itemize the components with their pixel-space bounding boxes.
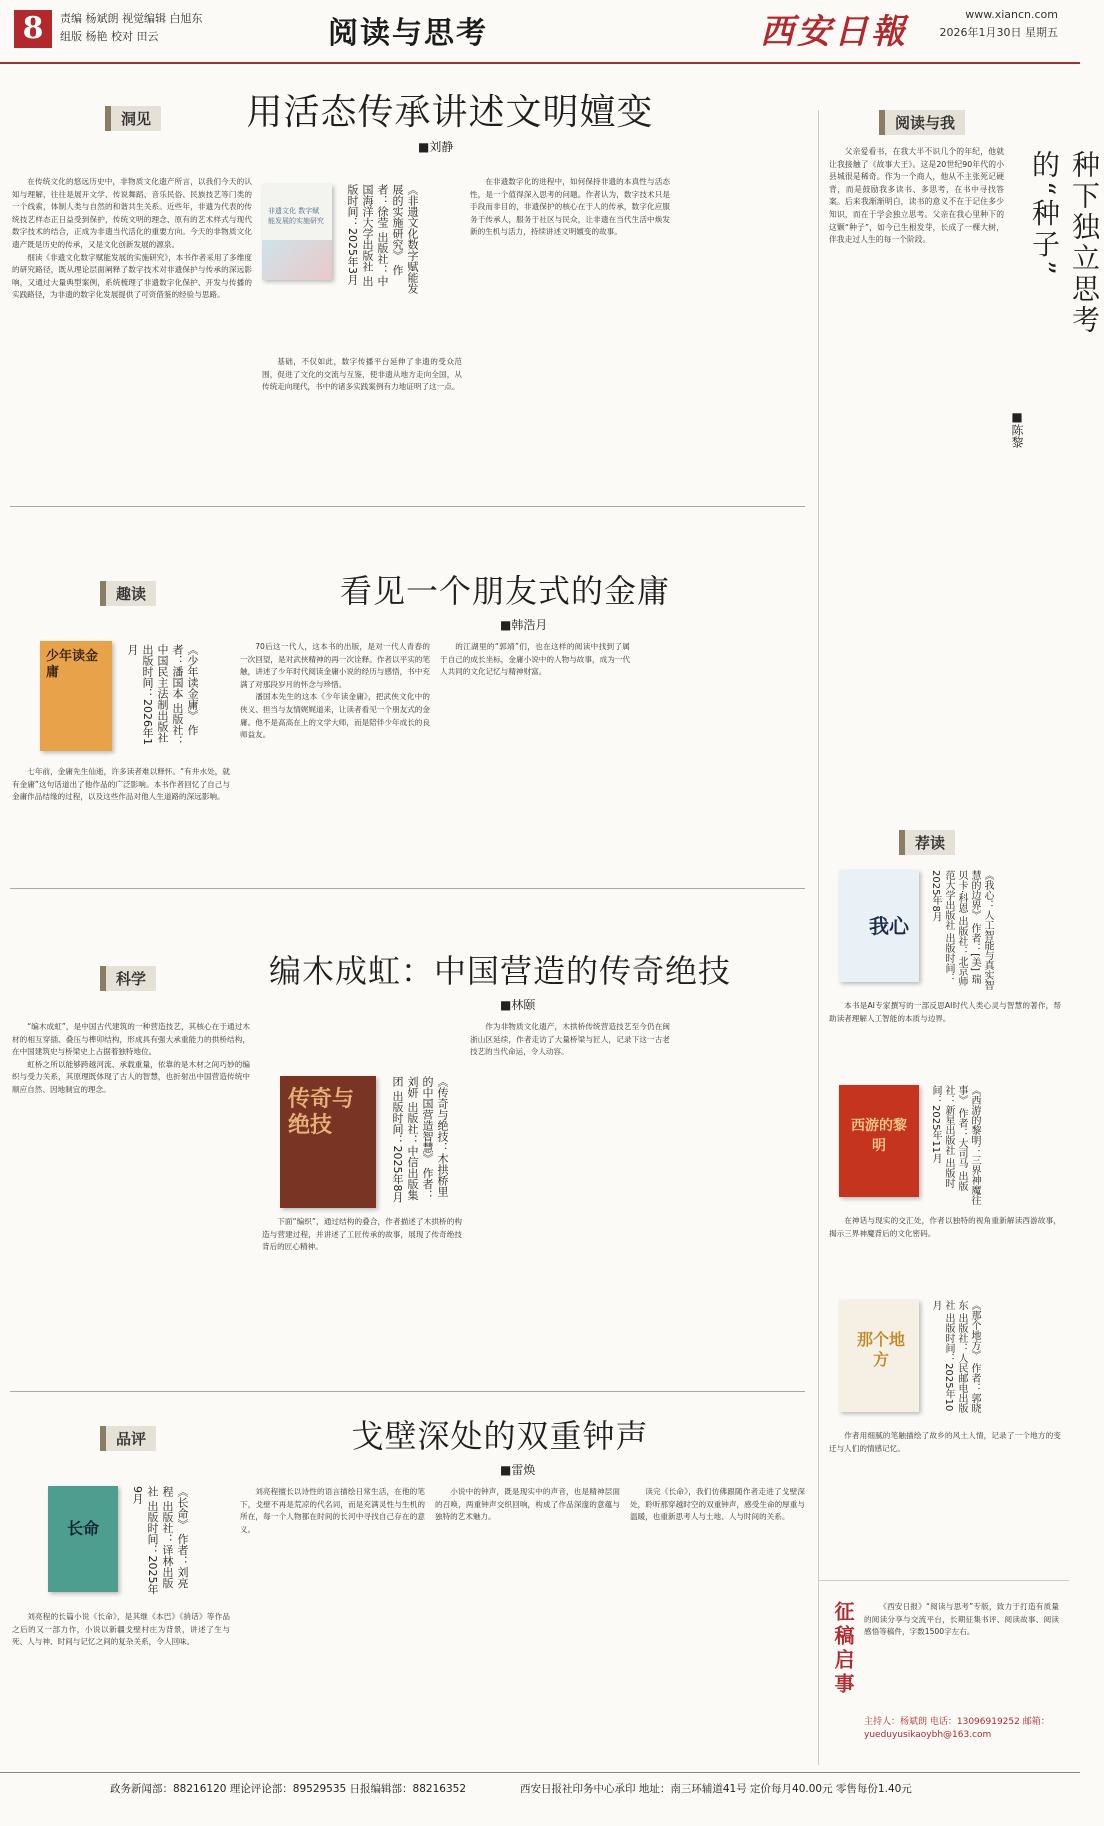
editors-line-2: 组版 杨艳 校对 田云 bbox=[60, 30, 159, 43]
essay-text: 父亲爱看书，在我大半不识几个的年纪，他就让我接触了《故事大王》。这是20世纪90年代的小县城很是稀奇。作为一个商人，他从不主张死记硬背，而是鼓励我多读书、多思考，在书中寻找答案。后来我渐渐明白，读书的意义不在于记住多少知识，而在于学会独立思考。父亲在我心里种下的这颗“种子”，如今已生根发芽，长成了一棵大树，伴我走过人生的每一个阶段。 bbox=[829, 147, 1004, 245]
book-info: 《少年读金庸》 作者：潘国本 出版社：中国民主法制出版社 出版时间：2026年1月 bbox=[126, 644, 199, 747]
book-cover-title: 非遗文化 数字赋能发展的实施研究 bbox=[268, 207, 324, 225]
book-cover-title: 西游的黎明 bbox=[851, 1118, 907, 1154]
page-number: 8 bbox=[14, 10, 52, 48]
book-cover-title: 传奇与绝技 bbox=[288, 1086, 355, 1138]
call-for-papers bbox=[819, 1580, 1069, 1761]
book-cover bbox=[839, 870, 919, 982]
article-byline: ■刘静 bbox=[418, 140, 454, 154]
book-cover bbox=[48, 1486, 118, 1592]
book-cover-title: 少年读金庸 bbox=[46, 649, 99, 680]
article-headline: 看见一个朋友式的金庸 bbox=[339, 572, 670, 610]
article-column: 刘亮程擅长以诗性的语言描绘日常生活，在他的笔下，戈壁不再是荒凉的代名词，而是充满灵性与生机的所在，每一个人物都在时间的长河中寻找自己存在的意义。 bbox=[240, 1487, 425, 1534]
article-column: 在非遗数字化的进程中，如何保持非遗的本真性与活态性，是一个值得深入思考的问题。作者认为，数字技术只是手段而非目的，非遗保护的核心在于人的传承，数字化应服务于传承人，服务于社区与民众，让非遗在当代生活中焕发新的生机与活力，持续讲述文明嬗变的故事。 bbox=[470, 177, 670, 237]
rec-description: 本书是AI专家撰写的一部反思AI时代人类心灵与智慧的著作，帮助读者理解人工智能的本质与边界。 bbox=[829, 1001, 1061, 1023]
article-column: 读完《长命》，我们仿佛跟随作者走进了戈壁深处，聆听那穿越时空的双重钟声，感受生命的厚重与温暖，也重新思考人与土地、人与时间的关系。 bbox=[630, 1487, 805, 1522]
article-column: “编木成虹”，是中国古代建筑的一种营造技艺，其核心在于通过木材的相互穿插、叠压与榫卯结构，形成具有强大承重能力的拱桥结构，在中国建筑史与桥梁史上占据着独特地位。 虹桥之所以能够跨越河流、承载重量，依靠的是木材之间巧妙的编织与受力关系，其原理既体现了古人的智慧，也折射出中国营造传统中顺应自然、因地制宜的理念。 bbox=[12, 1022, 250, 1094]
book-info: 《那个地方》 作者：郭晓东 出版社：人民邮电出版社 出版时间：2025年10月 bbox=[930, 1300, 980, 1414]
divider bbox=[10, 888, 805, 889]
article-tag: 趣读 bbox=[100, 581, 156, 606]
article-column: 在传统文化的悠远历史中，非物质文化遗产所言，以我们今天的认知与理解，往往是展开文学、传说舞蹈、音乐民俗、民族技艺等门类的一个线索，体制人类与自然的和谐共生关系。近些年，非遗为代表的传统技艺样态正日益受到保护，传统文明的理念、原有的艺术样式与现代数字技术的结合，正成为非遗当代活化的重要方向。今天的非物质文化遗产既是历史的传承，又是文化创新发展的源泉。 细读《非遗文化数字赋能发展的实施研究》，本书作者采用了多维度的研究路径，既从理论层面阐释了数字技术对非遗保护与传承的深远影响，又通过大量典型案例，系统梳理了非遗数字化保护、开发与传播的实践路径，为非遗的数字化发展提供了可资借鉴的经验与思路。 bbox=[12, 177, 252, 300]
newspaper-logo: 西安日報 bbox=[760, 12, 908, 52]
article-byline: ■雷焕 bbox=[500, 1463, 536, 1477]
article-column: 小说中的钟声，既是现实中的声音，也是精神层面的召唤，两重钟声交织回响，构成了作品深邃的意蕴与独特的艺术魅力。 bbox=[435, 1487, 620, 1522]
editors-info bbox=[60, 10, 290, 46]
rec-description: 作者用细腻的笔触描绘了故乡的风土人情，记录了一个地方的变迁与人们的情感记忆。 bbox=[829, 1431, 1061, 1453]
page-footer bbox=[0, 1772, 1080, 1803]
website: www.xiancn.com bbox=[965, 8, 1058, 21]
editors-line-1: 责编 杨斌朗 视觉编辑 白旭东 bbox=[60, 12, 203, 25]
book-cover-title: 长命 bbox=[66, 1519, 99, 1538]
article-column: 七年前，金庸先生仙逝，许多读者难以释怀。“有井水处，就有金庸”这句话道出了他作品的广泛影响。本书作者回忆了自己与金庸作品结缘的过程，以及这些作品对他人生道路的深远影响。 bbox=[12, 767, 230, 802]
issue-date: 2026年1月30日 星期五 bbox=[939, 26, 1058, 39]
notice-contact: 主持人：杨斌朗 电话：13096919252 邮箱：yueduyusikaoybh@163.com bbox=[864, 1717, 1050, 1740]
sidebar-tag: 阅读与我 bbox=[879, 110, 965, 135]
section-title: 阅读与思考 bbox=[328, 16, 488, 51]
book-cover bbox=[280, 1076, 376, 1208]
essay-title: 种下独立思考的“种子” bbox=[1028, 150, 1101, 336]
book-cover-title: 那个地方 bbox=[856, 1330, 905, 1369]
essay-author: ■陈黎 bbox=[1010, 410, 1024, 448]
book-cover bbox=[839, 1300, 919, 1412]
book-cover-art bbox=[262, 240, 332, 280]
article-headline: 编木成虹：中国营造的传奇绝技 bbox=[268, 952, 731, 990]
article-headline: 戈壁深处的双重钟声 bbox=[351, 1417, 649, 1455]
sidebar bbox=[818, 110, 1101, 1765]
book-cover bbox=[262, 184, 332, 280]
article-byline: ■林颐 bbox=[500, 998, 536, 1012]
book-info: 《西游的黎明：三界神魔往事》 作者：大司马 出版社：新星出版社 出版时间：2025年11月 bbox=[930, 1085, 980, 1205]
page-header bbox=[0, 0, 1080, 64]
notice-text: 《西安日报》“阅读与思考”专版，致力于打造有质量的阅读分享与交流平台，长期征集书评、阅读故事、阅读感悟等稿件，字数1500字左右。 bbox=[864, 1602, 1059, 1637]
article-column: 刘亮程的长篇小说《长命》，是其继《本巴》《捎话》等作品之后的又一部力作，小说以新疆戈壁村庄为背景，讲述了生与死、人与神、时间与记忆之间的复杂关系，令人回味。 bbox=[12, 1612, 230, 1647]
book-cover-title: 我心 bbox=[869, 914, 909, 938]
article-column: 下面“编织”，通过结构的叠合，作者描述了木拱桥的构造与营建过程，并讲述了工匠传承的故事，展现了传奇绝技背后的匠心精神。 bbox=[262, 1217, 462, 1252]
book-cover bbox=[839, 1085, 919, 1197]
divider bbox=[10, 1391, 805, 1392]
article-tag: 科学 bbox=[100, 966, 156, 991]
article-tag: 品评 bbox=[100, 1426, 156, 1451]
article-byline: ■韩浩月 bbox=[500, 618, 548, 632]
site-date bbox=[940, 6, 1059, 42]
book-info: 《长命》 作者：刘亮程 出版社：译林出版社 出版时间：2025年9月 bbox=[131, 1486, 189, 1595]
book-info: 《我心：人工智能与真实智慧的边界》 作者：[美] 瑞贝卡·科恩 出版社：北京师范大学出版社 出版时间：2025年8月 bbox=[930, 870, 993, 990]
divider bbox=[10, 506, 805, 507]
book-cover bbox=[40, 641, 112, 751]
sidebar-tag: 荐读 bbox=[899, 830, 955, 855]
article-column: 70后这一代人，这本书的出版，是对一代人青春的一次回望，是对武侠精神的再一次诠释。作者以平实的笔触，讲述了少年时代阅读金庸小说的经历与感悟，书中充满了对那段岁月的怀念与珍惜。 潘国本先生的这本《少年读金庸》，把武侠文化中的侠义、担当与友情娓娓道来，让读者看见一个朋友式的金庸。他不是高高在上的文学大师，而是陪伴少年成长的良师益友。 bbox=[240, 642, 430, 740]
main-content bbox=[0, 66, 810, 1766]
book-info: 《非遗文化数字赋能发展的实施研究》 作者：徐莹 出版社：中国海洋大学出版社 出版时间：2025年3月 bbox=[346, 184, 419, 294]
rec-description: 在神话与现实的交汇处，作者以独特的视角重新解读西游故事，揭示三界神魔背后的文化密码。 bbox=[829, 1216, 1061, 1238]
notice-title: 征稿启事 bbox=[831, 1601, 855, 1697]
book-info: 《传奇与绝技：木拱桥里的中国营造智慧》 作者：刘妍 出版社：中信出版集团 出版时间：2025年8月 bbox=[391, 1076, 449, 1203]
article-column: 作为非物质文化遗产，木拱桥传统营造技艺至今仍在闽浙山区延续，作者走访了大量桥梁与匠人，记录下这一古老技艺的当代命运，令人动容。 bbox=[470, 1022, 670, 1057]
article-column: 的江湖里的“郭靖”们，也在这样的阅读中找到了属于自己的成长坐标，金庸小说中的人物与故事，成为一代人共同的文化记忆与精神财富。 bbox=[440, 642, 630, 677]
article-headline: 用活态传承讲述文明嬗变 bbox=[246, 92, 654, 133]
footer-phones: 政务新闻部：88216120 理论评论部：89529535 日报编辑部：88216352 bbox=[110, 1783, 467, 1795]
article-tag: 洞见 bbox=[105, 106, 161, 131]
footer-printer: 西安日报社印务中心承印 地址：南三环辅道41号 定价每月40.00元 零售每份1.40元 bbox=[520, 1783, 912, 1795]
article-column: 基础，不仅如此，数字传播平台延伸了非遗的受众范围，促进了文化的交流与互鉴，使非遗从地方走向全国，从传统走向现代，书中的诸多实践案例有力地证明了这一点。 bbox=[262, 357, 462, 392]
